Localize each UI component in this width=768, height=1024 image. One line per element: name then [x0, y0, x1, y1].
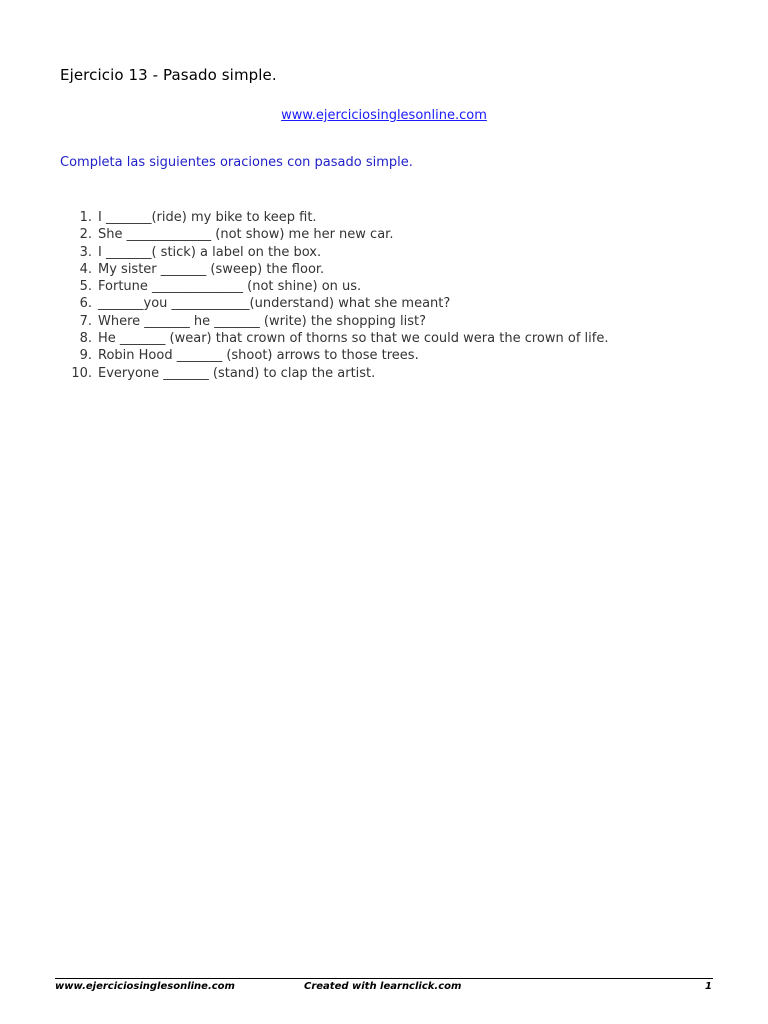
exercise-sentence: He _______ (wear) that crown of thorns so that we could wera the crown of life. [98, 331, 609, 347]
exercise-item [60, 244, 608, 261]
exercise-number: 4. [79, 261, 92, 277]
exercise-item [60, 209, 608, 226]
exercise-number: 6. [79, 296, 92, 312]
exercise-sentence: Everyone _______ (stand) to clap the artist. [98, 365, 376, 381]
exercise-item [60, 261, 608, 278]
exercise-item [60, 226, 608, 243]
footer-website: www.ejerciciosinglesonline.com [55, 981, 235, 992]
exercise-item [60, 330, 608, 347]
exercise-sentence: My sister _______ (sweep) the floor. [98, 261, 325, 277]
exercise-list [60, 209, 608, 382]
exercise-number: 9. [79, 348, 92, 364]
exercise-number: 2. [79, 227, 92, 243]
exercise-number: 10. [71, 365, 92, 381]
exercise-item [60, 347, 608, 364]
page-title: Ejercicio 13 - Pasado simple. [60, 66, 277, 84]
exercise-item [60, 278, 608, 295]
exercise-number: 1. [79, 210, 92, 225]
footer-credit: Created with learnclick.com [304, 981, 462, 992]
exercise-item [60, 295, 608, 312]
exercise-sentence: _______you ____________(understand) what she meant? [98, 296, 451, 312]
exercise-number: 3. [79, 244, 92, 260]
exercise-number: 8. [79, 331, 92, 347]
exercise-sentence: She _____________ (not show) me her new car. [98, 227, 394, 243]
footer-divider [55, 978, 713, 979]
exercise-sentence: Robin Hood _______ (shoot) arrows to those trees. [98, 348, 419, 364]
exercise-sentence: Fortune ______________ (not shine) on us. [98, 279, 362, 295]
exercise-sentence: Where _______ he _______ (write) the shopping list? [98, 313, 427, 329]
exercise-sentence: I _______(ride) my bike to keep fit. [98, 210, 317, 225]
exercise-item [60, 365, 608, 382]
exercise-sentence: I _______( stick) a label on the box. [98, 244, 322, 260]
footer-page-number: 1 [705, 981, 712, 992]
exercise-number: 7. [79, 313, 92, 329]
website-link[interactable]: www.ejerciciosinglesonline.com [281, 108, 487, 123]
exercise-item [60, 313, 608, 330]
instructions-text: Completa las siguientes oraciones con pasado simple. [60, 155, 413, 170]
exercise-number: 5. [79, 279, 92, 295]
